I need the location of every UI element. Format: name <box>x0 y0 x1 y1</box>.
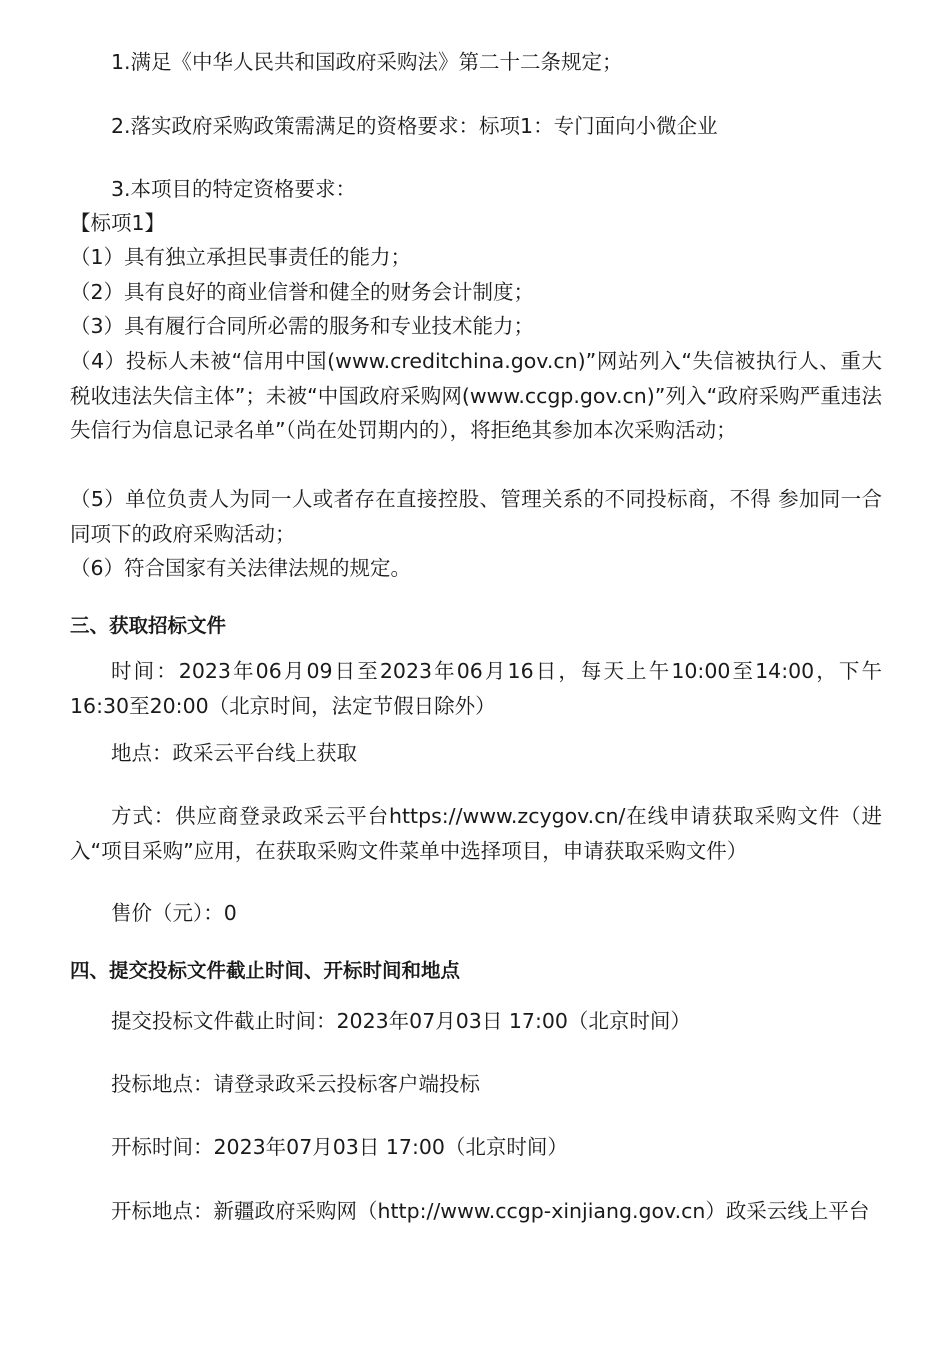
qualification-req-2: 2.落实政府采购政策需满足的资格要求：标项1：专门面向小微企业 <box>111 114 718 138</box>
qualification-item-2: （2）具有良好的商业信誉和健全的财务会计制度； <box>70 280 535 304</box>
submission-deadline: 提交投标文件截止时间：2023年07月03日 17:00（北京时间） <box>111 1009 691 1033</box>
qualification-req-1: 1.满足《中华人民共和国政府采购法》第二十二条规定； <box>111 50 623 74</box>
qualification-item-3: （3）具有履行合同所必需的服务和专业技术能力； <box>70 314 535 338</box>
qualification-item-4: （4）投标人未被“信用中国(www.creditchina.gov.cn)”网站列入“失信被执行人、重大税收违法失信主体”；未被“中国政府采购网(www.ccgp.gov.cn)”列入“政府采购严重违法失信行为信息记录名单”（尚在处罚期内的），将拒绝其参加本次采购活动； <box>70 349 882 442</box>
qualification-req-3: 3.本项目的特定资格要求： <box>111 177 357 201</box>
bid-place: 投标地点：请登录政采云投标客户端投标 <box>111 1072 480 1096</box>
obtain-method: 方式：供应商登录政采云平台https://www.zcygov.cn/在线申请获取采购文件（进入“项目采购”应用，在获取采购文件菜单中选择项目，申请获取采购文件） <box>70 804 882 863</box>
qualification-item-6: （6）符合国家有关法律法规的规定。 <box>70 556 412 580</box>
opening-time: 开标时间：2023年07月03日 17:00（北京时间） <box>111 1135 568 1159</box>
section-heading-submission: 四、提交投标文件截止时间、开标时间和地点 <box>70 959 461 982</box>
qualification-item-5: （5）单位负责人为同一人或者存在直接控股、管理关系的不同投标商，不得 参加同一合同项下的政府采购活动； <box>70 487 882 546</box>
section-heading-obtain-documents: 三、获取招标文件 <box>70 614 227 637</box>
obtain-place: 地点：政采云平台线上获取 <box>111 741 357 765</box>
document-price: 售价（元）：0 <box>111 901 237 925</box>
opening-place: 开标地点：新疆政府采购网（http://www.ccgp-xinjiang.gov.cn）政采云线上平台 <box>111 1199 870 1223</box>
qualification-item-1: （1）具有独立承担民事责任的能力； <box>70 245 412 269</box>
obtain-time: 时间：2023年06月09日至2023年06月16日，每天上午10:00至14:00，下午16:30至20:00（北京时间，法定节假日除外） <box>70 659 882 718</box>
lot-label: 【标项1】 <box>70 211 166 235</box>
